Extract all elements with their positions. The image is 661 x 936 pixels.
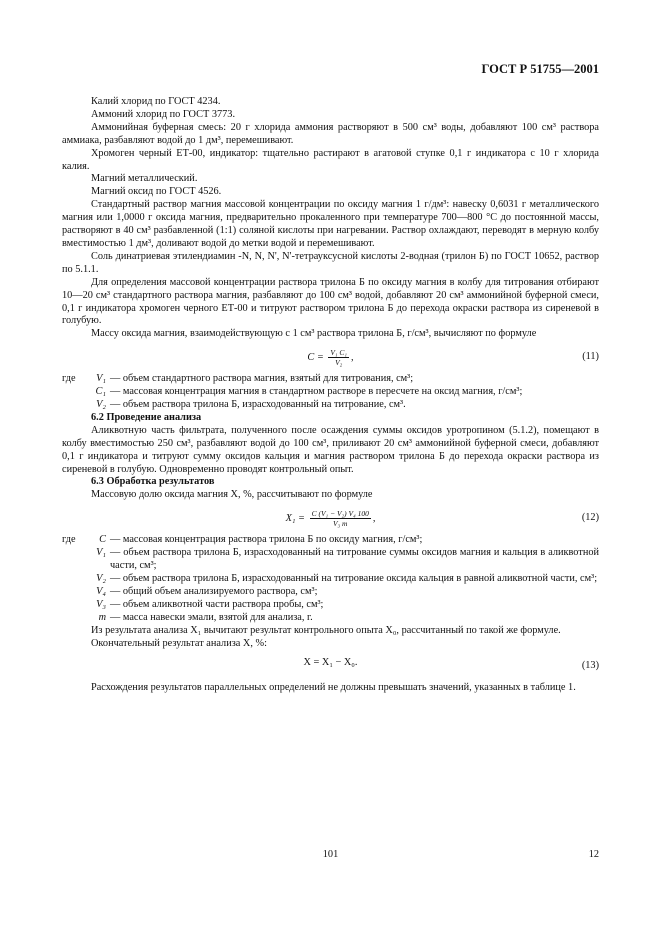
formula-12-fraction: [310, 509, 371, 528]
reagent-line: Магний оксид по ГОСТ 4526.: [91, 186, 222, 198]
formula-12: [62, 506, 599, 530]
definition-symbol: V₂: [96, 573, 106, 584]
formula-12-number: (12): [581, 512, 599, 524]
final-result-intro: Окончательный результат анализа X, %:: [91, 637, 267, 649]
closing-paragraph: Расхождения результатов параллельных определений не должны превышать значений, указанных в таблице 1.: [91, 682, 576, 694]
formula-11-number: (11): [582, 351, 599, 363]
formula-11-fraction: [328, 348, 349, 367]
definition-text: — объем раствора трилона Б, израсходованный на титрование, см³.: [110, 399, 406, 411]
document-body: [62, 96, 599, 695]
reagent-paragraph: Соль динатриевая этилендиамин -N, N, N', N'-тетрауксусной кислоты 2-водная (трилон Б) по ГОСТ 10652, раствор по 5.1.1.: [62, 250, 599, 275]
formula-12-numerator: C (V₁ − V₂) V₄ 100: [311, 509, 369, 519]
formula-11: [62, 345, 599, 369]
section-6-2-text: Аликвотную часть фильтрата, полученного после осаждения суммы оксидов уротропином (5.1.2), помещают в колбу вместимостью 250 см³, разбавляют водой до 100 см³, приливают 20 см³ аммонийной буферной смеси, добавляют 0,1 г индикатора и титруют сумму оксидов кальция и магния раствором трилона Б до перехода окраски раствора из сиреневой в голубую. Одновременно проводят контрольный опыт.: [62, 424, 599, 475]
reagent-line: Магний металлический.: [91, 173, 198, 185]
control-subtraction-text: Из результата анализа X₁ вычитают результат контрольного опыта X₀, рассчитанный по такой же формуле.: [91, 624, 561, 636]
definition-row: [62, 534, 599, 547]
definition-text: — объем раствора трилона Б, израсходованный на титрование оксида кальция в равной аликвотной части, см³;: [110, 573, 598, 584]
formula-11-definitions: [62, 373, 599, 412]
section-6-3-title: 6.3 Обработка результатов: [91, 476, 215, 488]
formula-12-lhs: X₁ =: [285, 513, 305, 525]
definition-row: [62, 573, 599, 586]
definition-symbol: V₃: [96, 598, 106, 610]
standard-header: ГОСТ Р 51755—2001: [481, 62, 599, 76]
definition-lead: где: [62, 373, 76, 385]
formula-11-numerator: V₁ C₁: [330, 348, 348, 358]
definition-row: [62, 599, 599, 612]
procedure-paragraph: Для определения массовой концентрации раствора трилона Б по оксиду магния в колбу для титрования отбирают 10—20 см³ стандартного раствора магния, разбавляют до 100 см³ водой, добавляют 20 см³ аммонийной буферной смеси, 0,1 г индикатора хромоген черного ЕТ-00 и титруют раствором трилона Б до перехода окраски раствора из сиреневой в голубую.: [62, 276, 599, 327]
definition-text: — массовая концентрация раствора трилона Б по оксиду магния, г/см³;: [110, 534, 423, 546]
definition-symbol: V₂: [96, 399, 106, 411]
definition-lead: где: [62, 534, 76, 546]
reagent-paragraph: Стандартный раствор магния массовой концентрации по оксиду магния 1 г/дм³: навеску 0,6031 г металлического магния или 1,0000 г оксида магния, предварительно прокаленного при температуре 700—800 °С до постоянной массы, растворяют в 40 см³ разбавленной (1:1) соляной кислоты при нагревании. Раствор охлаждают, переводят в мерную колбу вместимостью 1 дм³, доливают водой до метки водой и перемешивают.: [62, 199, 599, 249]
formula-intro: Массу оксида магния, взаимодействующую с 1 см³ раствора трилона Б, г/см³, вычисляют по формуле: [91, 328, 537, 340]
reagent-paragraph: Аммонийная буферная смесь: 20 г хлорида аммония растворяют в 500 см³ воды, добавляют 100 см³ раствора аммиака, разбавляют водой до 1 дм³, перемешивают.: [62, 121, 599, 146]
reagent-paragraph: Хромоген черный ЕТ-00, индикатор: тщательно растирают в агатовой ступке 0,1 г индикатора с 10 г хлорида калия.: [62, 147, 599, 172]
page-number-right: 12: [588, 849, 599, 860]
definition-text: — объем раствора трилона Б, израсходованный на титрование суммы оксидов магния и кальция в аликвотной части, см³;: [110, 547, 599, 572]
reagent-line: Калий хлорид по ГОСТ 4234.: [91, 96, 221, 107]
definition-text: — массовая концентрация магния в стандартном растворе в пересчете на оксид магния, г/см³;: [110, 386, 523, 398]
definition-row: [62, 612, 599, 625]
definition-row: [62, 373, 599, 386]
definition-symbol: C: [99, 534, 106, 546]
definition-symbol: m: [98, 611, 106, 623]
definition-symbol: V₁: [96, 373, 106, 385]
formula-13-number: (13): [581, 660, 599, 672]
formula-12-denominator: V₃ m: [332, 519, 348, 529]
definition-row: [62, 547, 599, 573]
section-6-3-text: Массовую долю оксида магния X, %, рассчитывают по формуле: [91, 489, 373, 501]
definition-text: — масса навески эмали, взятой для анализа, г.: [110, 611, 313, 623]
definition-row: [62, 586, 599, 599]
formula-12-definitions: [62, 534, 599, 624]
formula-11-denominator: V₂: [335, 358, 343, 368]
definition-row: [62, 386, 599, 399]
definition-text: — общий объем анализируемого раствора, см³;: [110, 585, 318, 597]
page-number-center: 101: [322, 849, 339, 860]
reagent-line: Аммоний хлорид по ГОСТ 3773.: [91, 108, 236, 120]
formula-13-expression: X = X₁ − X₀.: [303, 657, 358, 669]
section-6-2-title: 6.2 Проведение анализа: [91, 411, 202, 423]
formula-11-lhs: C =: [307, 352, 324, 364]
formula-11-tail: ,: [351, 352, 354, 364]
definition-text: — объем аликвотной части раствора пробы, см³;: [110, 598, 324, 610]
definition-text: — объем стандартного раствора магния, взятый для титрования, см³;: [110, 373, 414, 385]
formula-13: [62, 654, 599, 678]
definition-symbol: C₁: [95, 386, 106, 398]
formula-12-tail: ,: [372, 513, 376, 525]
definition-row: [62, 399, 599, 412]
definition-symbol: V₄: [96, 585, 106, 597]
definition-symbol: V₁: [96, 547, 106, 559]
